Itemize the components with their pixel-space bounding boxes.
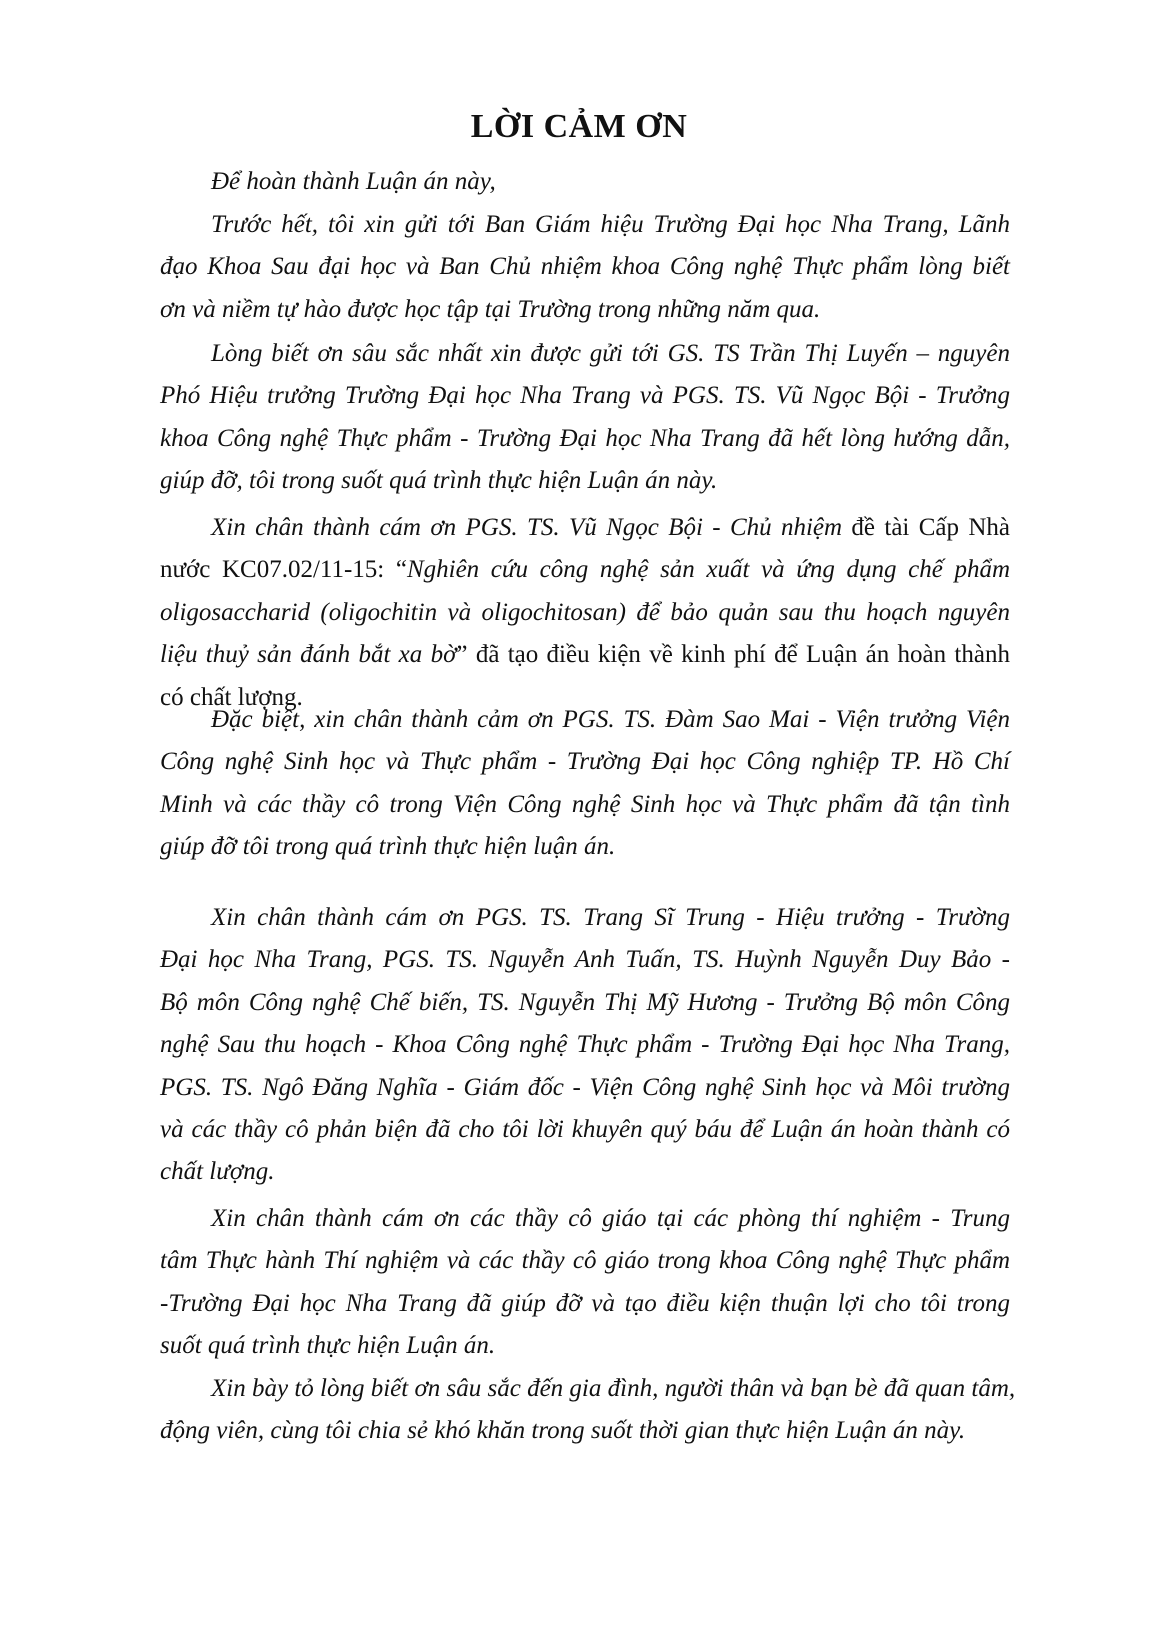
- paragraph: [160, 699, 1010, 869]
- text-line: [160, 1109, 1010, 1151]
- text-line: [160, 289, 1010, 331]
- text-line: [160, 1151, 1010, 1193]
- text-line: [160, 699, 1010, 741]
- text-run: -Trường Đại học Nha Trang đã giúp đỡ và tạo điều kiện thuận lợi cho tôi trong: [160, 1289, 1010, 1317]
- text-line: [160, 741, 1010, 783]
- paragraph: [160, 507, 1010, 719]
- text-run: đạo Khoa Sau đại học và Ban Chủ nhiệm khoa Công nghệ Thực phẩm lòng biết: [160, 253, 1010, 281]
- text-run: Nghiên cứu công nghệ sản xuất và ứng dụng chế phẩm: [406, 556, 1011, 584]
- text-run: Xin chân thành cám ơn các thầy cô giáo tại các phòng thí nghiệm - Trung: [211, 1205, 1010, 1232]
- text-run: liệu thuỷ sản đánh bắt xa bờ: [160, 641, 457, 669]
- text-run: suốt quá trình thực hiện Luận án.: [160, 1332, 496, 1360]
- text-line: [160, 784, 1010, 826]
- text-line: [160, 897, 1010, 939]
- text-run: Lòng biết ơn sâu sắc nhất xin được gửi tới GS. TS Trần Thị Luyến – nguyên: [211, 340, 1010, 367]
- text-line: [160, 375, 1010, 417]
- text-line: [160, 161, 1010, 203]
- text-run: Minh và các thầy cô trong Viện Công nghệ Sinh học và Thực phẩm đã tận tình: [160, 790, 1010, 818]
- text-line: [160, 460, 1010, 502]
- text-run: ” đã tạo điều kiện về kinh phí để Luận án hoàn thành: [456, 641, 1010, 669]
- text-line: [160, 333, 1010, 375]
- text-line: [160, 826, 1010, 868]
- paragraph: [160, 333, 1010, 503]
- text-run: Xin chân thành cám ơn PGS. TS. Vũ Ngọc Bội - Chủ nhiệm: [211, 514, 852, 541]
- text-run: tâm Thực hành Thí nghiệm và các thầy cô giáo trong khoa Công nghệ Thực phẩm: [160, 1247, 1010, 1275]
- text-run: Để hoàn thành Luận án này,: [211, 168, 496, 195]
- text-line: [160, 1368, 1016, 1410]
- paragraph: [160, 1198, 1010, 1368]
- text-line: [160, 246, 1010, 288]
- paragraph: [160, 1368, 1016, 1453]
- text-line: [160, 982, 1010, 1024]
- text-line: [160, 1325, 1010, 1367]
- text-run: Đặc biệt, xin chân thành cảm ơn PGS. TS. Đàm Sao Mai - Viện trưởng Viện: [211, 706, 1010, 733]
- paragraph: [160, 897, 1010, 1194]
- text-line: [160, 1067, 1010, 1109]
- text-run: chất lượng.: [160, 1158, 275, 1186]
- text-run: và các thầy cô phản biện đã cho tôi lời khuyên quý báu để Luận án hoàn thành có: [160, 1115, 1010, 1143]
- text-line: [160, 1283, 1010, 1325]
- text-line: [160, 634, 1010, 676]
- text-run: Xin bày tỏ lòng biết ơn sâu sắc đến gia đình, người thân và bạn bè đã quan tâm,: [211, 1375, 1016, 1402]
- paragraph: [160, 204, 1010, 331]
- text-run: giúp đỡ tôi trong quá trình thực hiện luận án.: [160, 833, 616, 861]
- text-line: [160, 1024, 1010, 1066]
- text-line: [160, 1410, 1010, 1452]
- text-run: giúp đỡ, tôi trong suốt quá trình thực hiện Luận án này.: [160, 467, 718, 495]
- text-line: [160, 549, 1010, 591]
- text-line: [160, 592, 1010, 634]
- text-line: [160, 204, 1010, 246]
- text-run: Bộ môn Công nghệ Chế biến, TS. Nguyễn Thị Mỹ Hương - Trưởng Bộ môn Công: [160, 988, 1010, 1016]
- text-run: ơn và niềm tự hào được học tập tại Trường trong những năm qua.: [160, 295, 821, 323]
- text-line: [160, 939, 1010, 981]
- text-line: [160, 418, 1010, 460]
- text-line: [160, 1240, 1010, 1282]
- text-run: động viên, cùng tôi chia sẻ khó khăn trong suốt thời gian thực hiện Luận án này.: [160, 1417, 966, 1445]
- text-run: Xin chân thành cám ơn PGS. TS. Trang Sĩ Trung - Hiệu trưởng - Trường: [211, 904, 1010, 931]
- text-run: Đại học Nha Trang, PGS. TS. Nguyễn Anh Tuấn, TS. Huỳnh Nguyễn Duy Bảo -: [160, 946, 1010, 974]
- paragraph: [160, 161, 1010, 203]
- text-line: [160, 1198, 1010, 1240]
- text-line: [160, 507, 1010, 549]
- text-run: Công nghệ Sinh học và Thực phẩm - Trường Đại học Công nghiệp TP. Hồ Chí: [160, 748, 1010, 776]
- text-run: Trước hết, tôi xin gửi tới Ban Giám hiệu Trường Đại học Nha Trang, Lãnh: [211, 211, 1010, 238]
- text-run: PGS. TS. Ngô Đăng Nghĩa - Giám đốc - Viện Công nghệ Sinh học và Môi trường: [160, 1073, 1010, 1101]
- text-run: nghệ Sau thu hoạch - Khoa Công nghệ Thực phẩm - Trường Đại học Nha Trang,: [160, 1031, 1010, 1059]
- text-run: đề tài Cấp Nhà: [851, 514, 1010, 541]
- text-run: Phó Hiệu trưởng Trường Đại học Nha Trang và PGS. TS. Vũ Ngọc Bội - Trưởng: [160, 382, 1010, 410]
- text-run: khoa Công nghệ Thực phẩm - Trường Đại học Nha Trang đã hết lòng hướng dẫn,: [160, 424, 1010, 452]
- text-run: oligosaccharid (oligochitin và oligochitosan) để bảo quản sau thu hoạch nguyên: [160, 598, 1010, 626]
- text-run: có chất lượng.: [160, 683, 303, 711]
- page-title: LỜI CẢM ƠN: [470, 108, 688, 145]
- text-run: nước KC07.02/11-15: “: [160, 556, 407, 584]
